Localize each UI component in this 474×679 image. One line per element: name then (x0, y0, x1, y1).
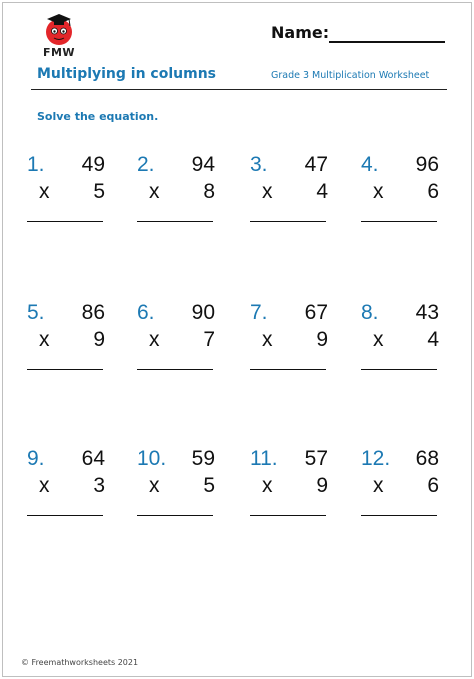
problem-11 (250, 447, 350, 527)
answer-line[interactable] (137, 515, 213, 516)
answer-line[interactable] (250, 221, 326, 222)
problem-bottom-operand: 9 (316, 474, 328, 497)
answer-line[interactable] (27, 369, 103, 370)
apple-with-graduation-cap-icon (37, 13, 81, 47)
answer-line[interactable] (361, 515, 437, 516)
problem-top-operand: 47 (304, 153, 328, 176)
problem-10 (137, 447, 237, 527)
problem-bottom-operand: 3 (93, 474, 105, 497)
worksheet-title: Multiplying in columns (37, 66, 217, 82)
problem-number: 12. (361, 447, 391, 470)
problem-operator: x (373, 328, 384, 351)
worksheet-page (2, 2, 472, 677)
problem-6 (137, 301, 237, 381)
problem-top-operand: 67 (304, 301, 328, 324)
problem-12 (361, 447, 461, 527)
problem-2 (137, 153, 237, 233)
name-input-line[interactable] (329, 41, 445, 43)
problem-9 (27, 447, 127, 527)
problem-number: 7. (250, 301, 268, 324)
problem-number: 2. (137, 153, 155, 176)
problem-bottom-operand: 4 (316, 180, 328, 203)
problem-operator: x (39, 474, 50, 497)
problem-top-operand: 59 (191, 447, 215, 470)
problem-bottom-operand: 9 (93, 328, 105, 351)
problem-top-operand: 68 (415, 447, 439, 470)
problem-bottom-operand: 6 (427, 180, 439, 203)
problem-number: 9. (27, 447, 45, 470)
problem-operator: x (373, 474, 384, 497)
problem-bottom-operand: 8 (203, 180, 215, 203)
problem-number: 8. (361, 301, 379, 324)
answer-line[interactable] (137, 369, 213, 370)
answer-line[interactable] (27, 221, 103, 222)
problem-operator: x (262, 180, 273, 203)
problem-top-operand: 57 (304, 447, 328, 470)
name-label: Name: (271, 23, 330, 42)
problem-8 (361, 301, 461, 381)
problem-number: 10. (137, 447, 167, 470)
problem-bottom-operand: 4 (427, 328, 439, 351)
answer-line[interactable] (250, 369, 326, 370)
problem-operator: x (373, 180, 384, 203)
problem-bottom-operand: 6 (427, 474, 439, 497)
problem-operator: x (149, 328, 160, 351)
problem-top-operand: 43 (415, 301, 439, 324)
problem-1 (27, 153, 127, 233)
answer-line[interactable] (250, 515, 326, 516)
problem-top-operand: 64 (81, 447, 105, 470)
problem-number: 4. (361, 153, 379, 176)
problem-top-operand: 90 (191, 301, 215, 324)
problem-operator: x (262, 474, 273, 497)
worksheet-subtitle: Grade 3 Multiplication Worksheet (271, 70, 430, 81)
problem-bottom-operand: 5 (203, 474, 215, 497)
problem-operator: x (149, 474, 160, 497)
problem-top-operand: 96 (415, 153, 439, 176)
problem-bottom-operand: 7 (203, 328, 215, 351)
problem-5 (27, 301, 127, 381)
problem-number: 1. (27, 153, 45, 176)
problem-top-operand: 86 (81, 301, 105, 324)
problem-operator: x (262, 328, 273, 351)
header-divider (31, 89, 447, 90)
copyright-footer: © Freemathworksheets 2021 (21, 658, 139, 667)
problem-operator: x (39, 328, 50, 351)
problem-number: 3. (250, 153, 268, 176)
problem-3 (250, 153, 350, 233)
answer-line[interactable] (27, 515, 103, 516)
fmw-logo (37, 13, 81, 63)
problem-top-operand: 94 (191, 153, 215, 176)
answer-line[interactable] (137, 221, 213, 222)
problem-bottom-operand: 5 (93, 180, 105, 203)
problem-4 (361, 153, 461, 233)
problem-7 (250, 301, 350, 381)
problem-number: 11. (250, 447, 278, 470)
problem-operator: x (39, 180, 50, 203)
problem-top-operand: 49 (81, 153, 105, 176)
answer-line[interactable] (361, 221, 437, 222)
instruction-text: Solve the equation. (37, 110, 159, 123)
problem-bottom-operand: 9 (316, 328, 328, 351)
problem-number: 6. (137, 301, 155, 324)
answer-line[interactable] (361, 369, 437, 370)
problem-number: 5. (27, 301, 45, 324)
problem-operator: x (149, 180, 160, 203)
logo-text: FMW (42, 46, 76, 59)
